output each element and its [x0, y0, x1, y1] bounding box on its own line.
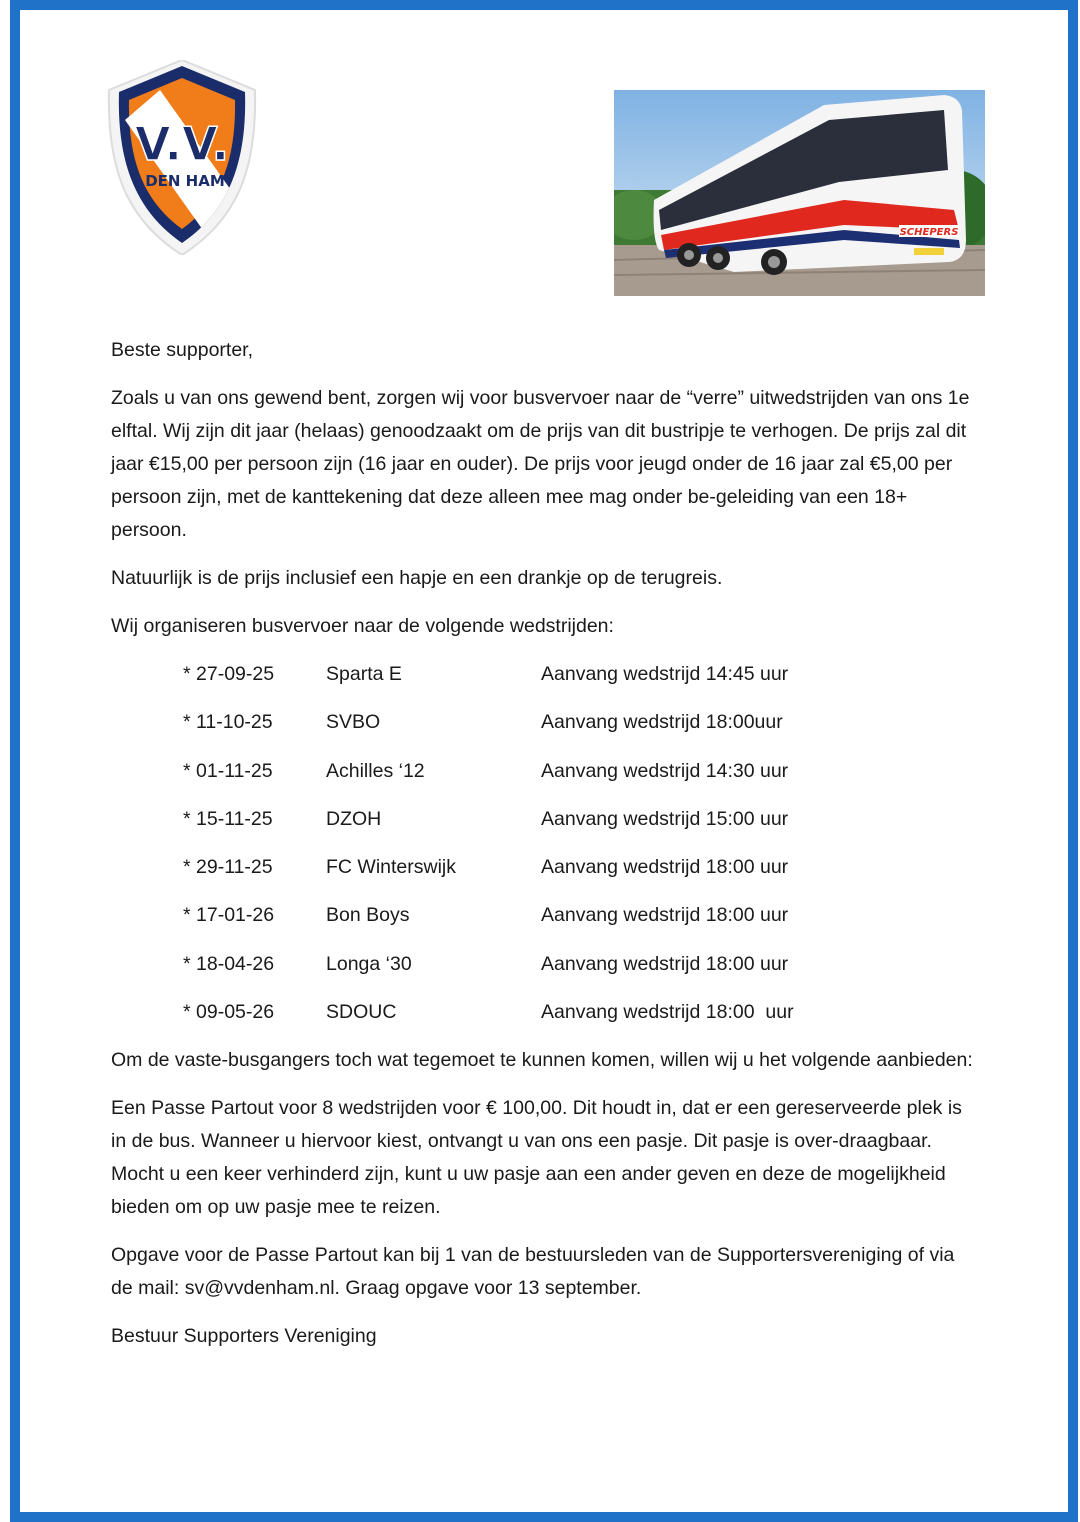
match-date: * 17-01-26	[183, 904, 275, 927]
match-time: Aanvang wedstrijd 18:00 uur	[541, 904, 789, 927]
match-schedule	[111, 658, 981, 1044]
match-opponent: Longa ‘30	[326, 952, 412, 975]
match-date: * 15-11-25	[183, 807, 273, 830]
match-time: Aanvang wedstrijd 15:00 uur	[541, 807, 789, 830]
intro-paragraph: Zoals u van ons gewend bent, zorgen wij voor busvervoer naar de “verre” uitwedstrijden van ons 1e elftal. Wij zijn dit jaar (helaas) genoodzaakt om de prijs van dit bustripje te verhogen. De prijs zal dit jaar €15,00 per persoon zijn (16 jaar en ouder). De prijs voor jeugd onder de 16 jaar zal €5,00 per persoon zijn, met de kanttekening dat deze alleen mee mag onder be-geleiding van een 18+ persoon.	[111, 387, 970, 541]
match-time: Aanvang wedstrijd 18:00uur	[541, 711, 783, 734]
match-time: Aanvang wedstrijd 14:30 uur	[541, 759, 789, 782]
club-logo	[105, 60, 260, 255]
inclusive-paragraph: Natuurlijk is de prijs inclusief een hapje en een drankje op de terugreis.	[111, 567, 723, 589]
match-opponent: SVBO	[326, 711, 381, 734]
schedule-row	[111, 899, 981, 947]
schedule-row	[111, 706, 981, 754]
signature: Bestuur Supporters Vereniging	[111, 1325, 377, 1348]
schedule-row	[111, 948, 981, 996]
signup-paragraph: Opgave voor de Passe Partout kan bij 1 van de bestuursleden van de Supportersvereniging of via de mail: sv@vvdenham.nl. Graag opgave voor 13 september.	[111, 1244, 955, 1300]
match-date: * 09-05-26	[183, 1001, 275, 1024]
match-opponent: FC Winterswijk	[326, 856, 456, 879]
schedule-row	[111, 658, 981, 706]
match-opponent: Bon Boys	[326, 904, 410, 927]
schedule-row	[111, 803, 981, 851]
match-time: Aanvang wedstrijd 18:00 uur	[541, 1001, 794, 1024]
match-opponent: DZOH	[326, 807, 382, 830]
schedule-intro: Wij organiseren busvervoer naar de volgende wedstrijden:	[111, 615, 614, 637]
schedule-row	[111, 755, 981, 803]
greeting: Beste supporter,	[111, 339, 254, 361]
svg-text:DEN HAM: DEN HAM	[145, 172, 225, 190]
match-time: Aanvang wedstrijd 18:00 uur	[541, 952, 789, 975]
match-opponent: Achilles ‘12	[326, 759, 425, 782]
schedule-row	[111, 851, 981, 899]
bus-photo	[614, 90, 985, 296]
match-date: * 18-04-26	[183, 952, 275, 975]
offer-intro: Om de vaste-busgangers toch wat tegemoet te kunnen komen, willen wij u het volgende aanbieden:	[111, 1049, 973, 1072]
match-opponent: Sparta E	[326, 663, 402, 685]
match-opponent: SDOUC	[326, 1001, 397, 1024]
match-date: * 01-11-25	[183, 759, 273, 782]
match-date: * 11-10-25	[183, 711, 273, 734]
svg-text:V.V.: V.V.	[134, 117, 230, 171]
match-time: Aanvang wedstrijd 14:45 uur	[541, 663, 789, 685]
match-date: * 27-09-25	[183, 663, 275, 685]
schedule-row	[111, 996, 981, 1044]
match-date: * 29-11-25	[183, 856, 273, 879]
match-time: Aanvang wedstrijd 18:00 uur	[541, 856, 789, 879]
offer-paragraph: Een Passe Partout voor 8 wedstrijden voor € 100,00. Dit houdt in, dat er een gereserveerde plek is in de bus. Wanneer u hiervoor kiest, ontvangt u van ons een pasje. Dit pasje is over-draagbaar. Mocht u een keer verhinderd zijn, kunt u uw pasje aan een ander geven en deze de mogelijkheid bieden om op uw pasje mee te reizen.	[111, 1097, 962, 1219]
bus-brand-text: SCHEPERS	[899, 227, 959, 238]
letter-body	[111, 334, 981, 1368]
